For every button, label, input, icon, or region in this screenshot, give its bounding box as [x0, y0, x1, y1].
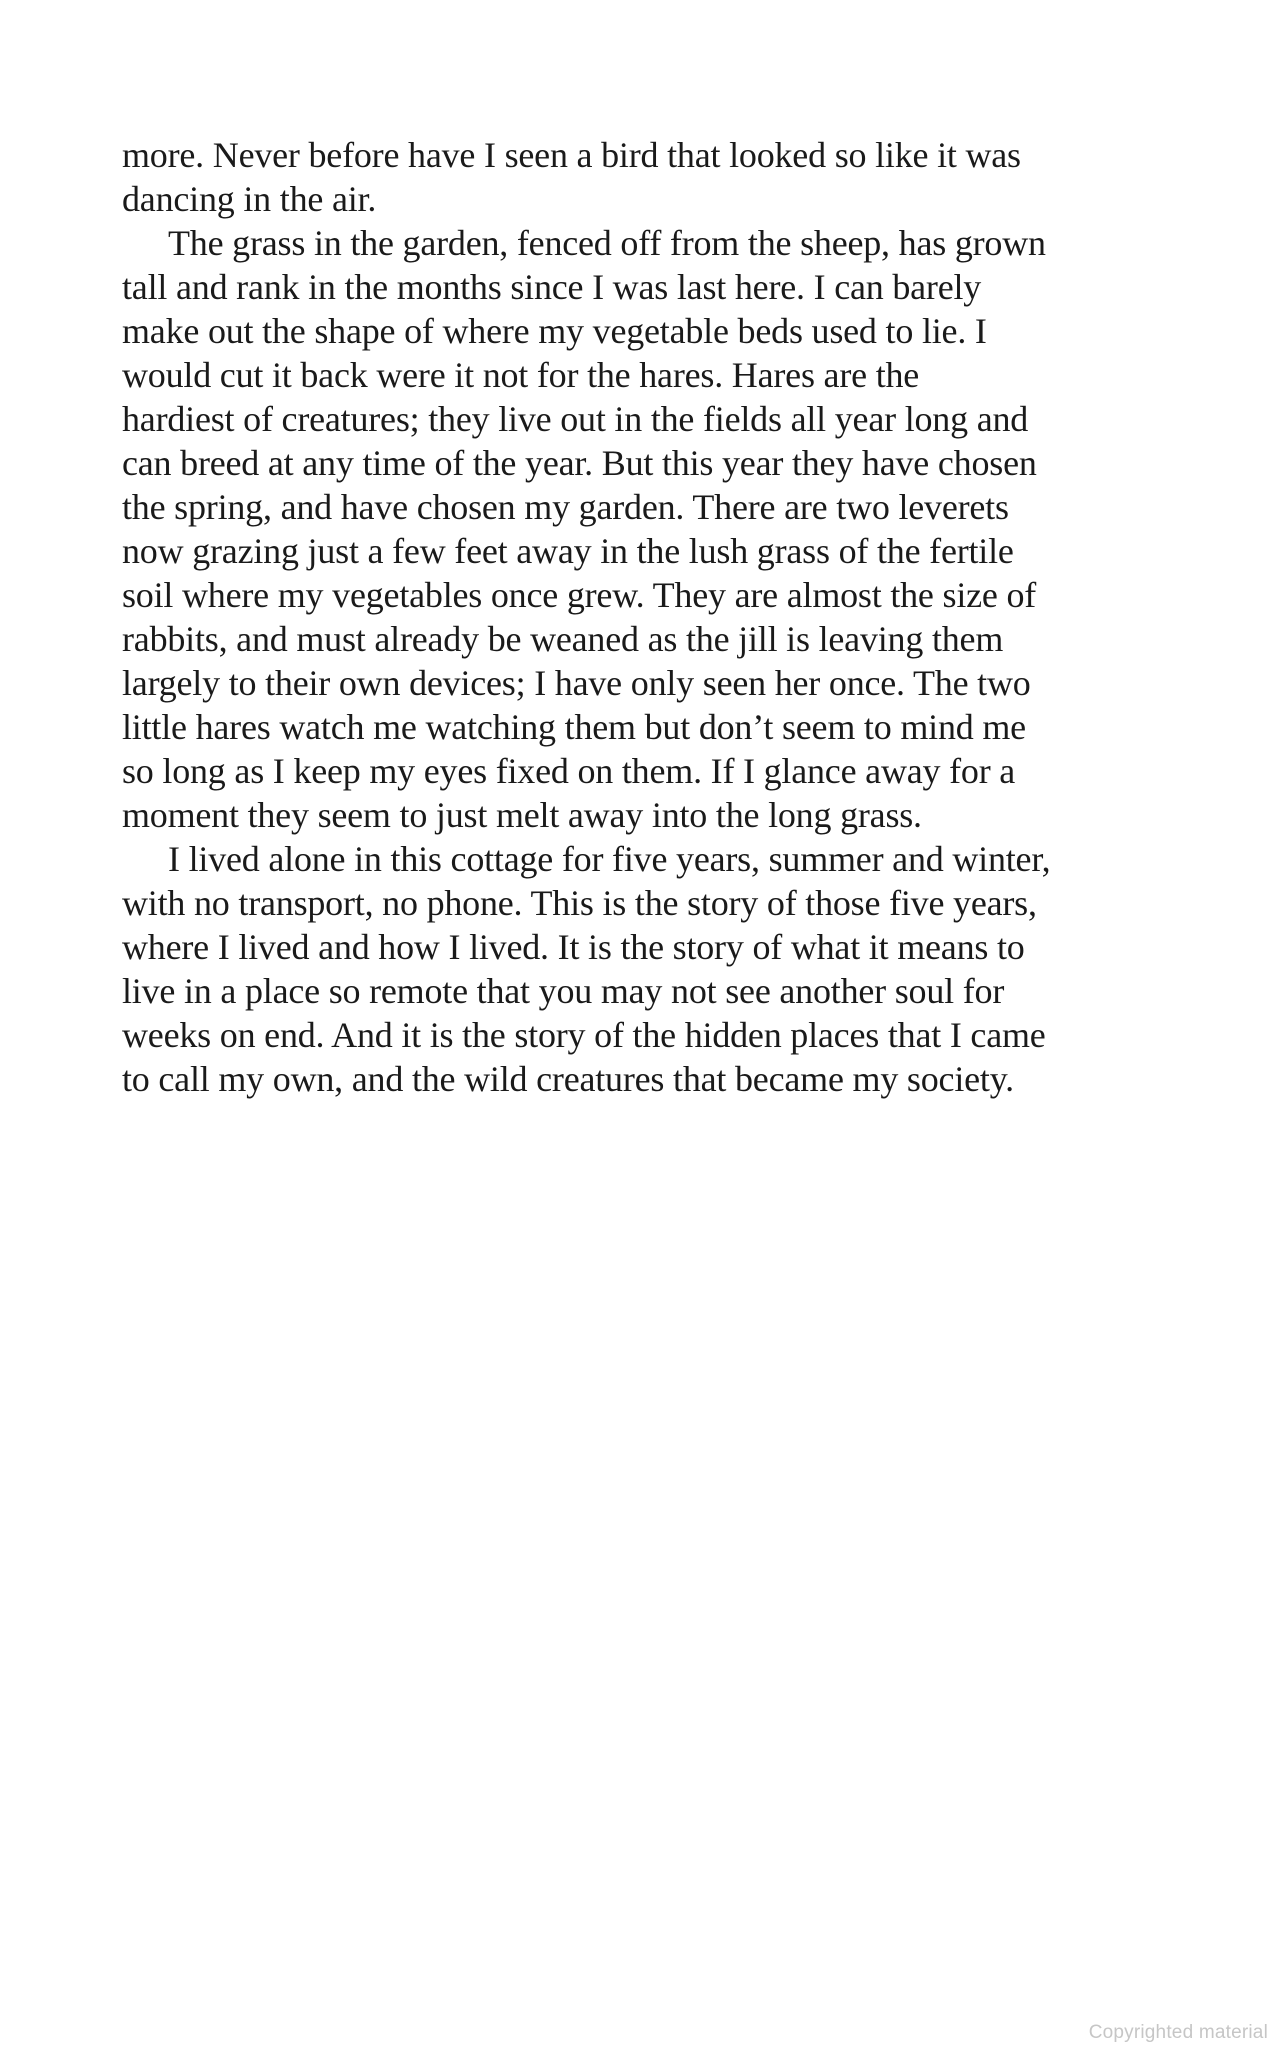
- text-line: I lived alone in this cottage for five years, summer and winter,: [168, 839, 1051, 879]
- text-line: soil where my vegetables once grew. They are almost the size of: [122, 575, 1037, 615]
- text-line: hardiest of creatures; they live out in the fields all year long and: [122, 399, 1029, 439]
- text-line: tall and rank in the months since I was last here. I can barely: [122, 267, 982, 307]
- text-line: moment they seem to just melt away into the long grass.: [122, 795, 922, 835]
- text-line: The grass in the garden, fenced off from the sheep, has grown: [168, 223, 1046, 263]
- text-line: more. Never before have I seen a bird that looked so like it was: [122, 135, 1021, 175]
- paragraph: [122, 221, 1167, 837]
- text-line: dancing in the air.: [122, 179, 377, 219]
- text-line: now grazing just a few feet away in the lush grass of the fertile: [122, 531, 1014, 571]
- text-line: would cut it back were it not for the hares. Hares are the: [122, 355, 920, 395]
- text-line: weeks on end. And it is the story of the hidden places that I came: [122, 1015, 1046, 1055]
- text-line: the spring, and have chosen my garden. There are two leverets: [122, 487, 1009, 527]
- text-line: where I lived and how I lived. It is the story of what it means to: [122, 927, 1025, 967]
- text-line: largely to their own devices; I have only seen her once. The two: [122, 663, 1031, 703]
- text-line: to call my own, and the wild creatures that became my society.: [122, 1059, 1014, 1099]
- text-line: so long as I keep my eyes fixed on them. If I glance away for a: [122, 751, 1016, 791]
- text-line: little hares watch me watching them but don’t seem to mind me: [122, 707, 1026, 747]
- text-line: with no transport, no phone. This is the story of those five years,: [122, 883, 1037, 923]
- text-line: make out the shape of where my vegetable beds used to lie. I: [122, 311, 987, 351]
- text-line: can breed at any time of the year. But this year they have chosen: [122, 443, 1037, 483]
- paragraph: [122, 837, 1167, 1101]
- paragraph: [122, 133, 1167, 221]
- text-line: rabbits, and must already be weaned as the jill is leaving them: [122, 619, 1004, 659]
- page-text-block: [122, 133, 1167, 1101]
- copyright-watermark: Copyrighted material: [1088, 2022, 1268, 2043]
- text-line: live in a place so remote that you may not see another soul for: [122, 971, 1005, 1011]
